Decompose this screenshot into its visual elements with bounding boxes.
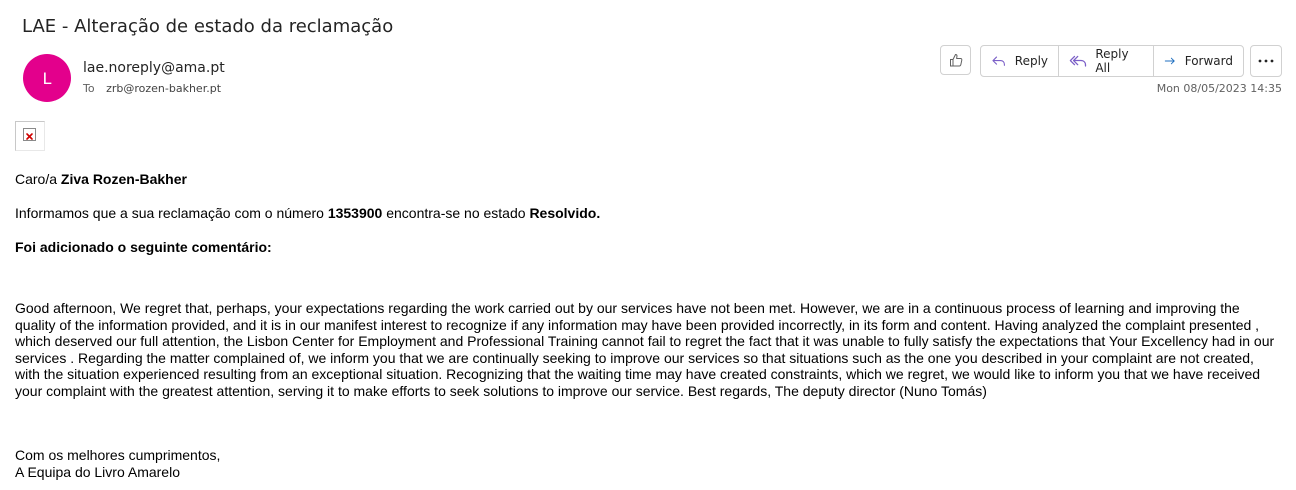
reply-all-label: Reply All (1095, 47, 1129, 75)
thumbs-up-icon (948, 52, 964, 68)
closing-line-2: A Equipa do Livro Amarelo (15, 463, 180, 480)
reply-button[interactable] (981, 46, 1058, 76)
info-text-1: Informamos que a sua reclamação com o número (15, 205, 328, 221)
reply-all-icon (1069, 53, 1087, 69)
sender-avatar[interactable] (23, 54, 71, 102)
avatar-initial: L (42, 68, 52, 88)
recipient-name: Ziva Rozen-Bakher (60, 171, 187, 187)
closing-line-1: Com os melhores cumprimentos, (15, 447, 221, 463)
recipient-line (83, 82, 221, 95)
received-date: Mon 08/05/2023 14:35 (1156, 82, 1282, 95)
info-text-2: encontra-se no estado (382, 205, 530, 221)
complaint-status: Resolvido. (529, 205, 601, 221)
forward-button[interactable] (1153, 46, 1243, 76)
greeting-line (15, 171, 187, 188)
more-options-button[interactable] (1250, 45, 1282, 77)
reply-icon (991, 53, 1007, 69)
sender-address[interactable]: lae.noreply@ama.pt (83, 60, 225, 76)
email-subject: LAE - Alteração de estado da reclamação (22, 16, 394, 37)
greeting-prefix: Caro/a (15, 171, 61, 187)
forward-label: Forward (1184, 54, 1233, 68)
broken-image-placeholder (15, 121, 45, 151)
reply-label: Reply (1014, 54, 1048, 68)
closing-block (15, 447, 220, 480)
recipient-address[interactable]: zrb@rozen-bakher.pt (106, 82, 222, 95)
more-options-icon (1258, 59, 1274, 63)
comment-heading: Foi adicionado o seguinte comentário: (15, 239, 272, 255)
like-button[interactable] (940, 45, 971, 75)
complaint-number: 1353900 (327, 205, 383, 221)
status-info-line (15, 205, 600, 222)
forward-icon (1164, 53, 1177, 69)
to-label: To (83, 82, 95, 95)
broken-image-icon (23, 128, 36, 141)
comment-text: Good afternoon, We regret that, perhaps, your expectations regarding the work carried out by our services have not been met. However, we are in a continuous process of learning and improving the quality of the information provided, and it is in our manifest interest to recognize if any information may have been provided incorrectly, in its form and content. Having analyzed the complaint presented , which deserved our full attention, the Lisbon Center for Employment and Professional Training cannot fail to regret the fact that it was unable to fully satisfy the expectations that Your Excellency had in our services . Regarding the matter complained of, we inform you that we are continually seeking to improve our services so that situations such as the one you described in your complaint are not created, with the situation experienced resulting from an exceptional situation. Recognizing that the waiting time may have created constraints, which we regret, we would like to inform you that we have received your complaint with the greatest attention, serving it to make efforts to seek solutions to improve our service. Best regards, The deputy director (Nuno Tomás) (15, 300, 1275, 399)
message-actions (980, 45, 1244, 77)
reply-all-button[interactable] (1058, 46, 1153, 76)
